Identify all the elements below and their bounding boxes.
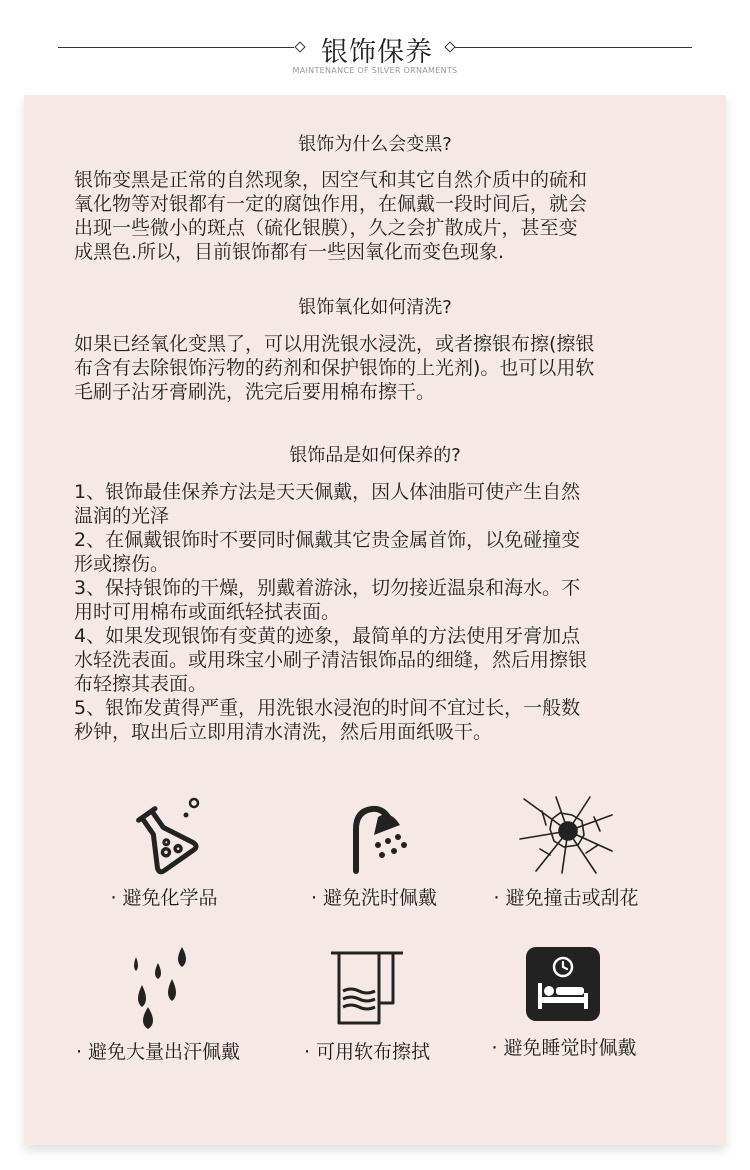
list-item: 秒钟，取出后立即用清水清洗，然后用面纸吸干。 bbox=[74, 721, 493, 743]
list-item: 4、如果发现银饰有变黄的迹象，最简单的方法使用牙膏加点 bbox=[74, 625, 581, 647]
header-divider-right bbox=[455, 47, 692, 48]
list-item: 布轻擦其表面。 bbox=[74, 673, 208, 695]
icon-item-shower bbox=[274, 795, 474, 910]
list-item: 温润的光泽 bbox=[74, 505, 170, 527]
text-line: 布含有去除银饰污物的药剂和保护银饰的上光剂)。也可以用软 bbox=[74, 357, 595, 379]
page-subtitle: MAINTENANCE OF SILVER ORNAMENTS bbox=[292, 66, 458, 75]
care-panel bbox=[24, 95, 726, 1145]
list-item: 1、银饰最佳保养方法是天天佩戴，因人体油脂可使产生自然 bbox=[74, 481, 581, 503]
icon-label: · 避免睡觉时佩戴 bbox=[491, 1037, 637, 1059]
list-item: 2、在佩戴银饰时不要同时佩戴其它贵金属首饰，以免碰撞变 bbox=[74, 529, 581, 551]
section-text-blackening bbox=[74, 168, 689, 264]
section-title-blackening: 银饰为什么会变黑? bbox=[298, 134, 452, 155]
icon-item-impact bbox=[466, 795, 666, 910]
text-line: 成黑色.所以，目前银饰都有一些因氧化而变色现象. bbox=[74, 241, 505, 263]
list-item: 用时可用棉布或面纸轻拭表面。 bbox=[74, 601, 341, 623]
icon-label: · 避免化学品 bbox=[110, 887, 218, 909]
section-title-maintenance: 银饰品是如何保养的? bbox=[289, 445, 461, 466]
diamond-ornament-icon bbox=[294, 41, 305, 52]
section-title-cleaning: 银饰氧化如何清洗? bbox=[298, 297, 452, 318]
text-line: 如果已经氧化变黑了，可以用洗银水浸洗，或者擦银布擦(擦银 bbox=[74, 333, 595, 355]
section-text-cleaning bbox=[74, 332, 689, 404]
sleep-bed-clock-icon bbox=[524, 945, 604, 1025]
list-item: 水轻洗表面。或用珠宝小刷子清洁银饰品的细缝，然后用擦银 bbox=[74, 649, 588, 671]
towel-icon bbox=[327, 943, 407, 1029]
sweat-drops-icon bbox=[118, 945, 198, 1029]
icon-label: · 避免撞击或刮花 bbox=[493, 887, 639, 909]
icon-item-sleep bbox=[464, 945, 664, 1060]
section-text-maintenance bbox=[74, 480, 689, 744]
chemical-flask-icon bbox=[124, 795, 204, 875]
list-item: 3、保持银饰的干燥，别戴着游泳，切勿接近温泉和海水。不 bbox=[74, 577, 581, 599]
shower-icon bbox=[334, 795, 414, 875]
care-icons-grid bbox=[24, 795, 726, 1095]
crack-impact-icon bbox=[516, 795, 616, 875]
icon-label: · 可用软布擦拭 bbox=[303, 1041, 431, 1063]
text-line: 银饰变黑是正常的自然现象，因空气和其它自然介质中的硫和 bbox=[74, 169, 588, 191]
icon-label: · 避免洗时佩戴 bbox=[310, 887, 438, 909]
header-divider-left bbox=[58, 47, 294, 48]
icon-item-sweat bbox=[58, 945, 258, 1064]
icon-item-towel bbox=[267, 943, 467, 1064]
icon-item-chemicals bbox=[64, 795, 264, 910]
text-line: 氧化物等对银都有一定的腐蚀作用，在佩戴一段时间后，就会 bbox=[74, 193, 588, 215]
list-item: 形或擦伤。 bbox=[74, 553, 170, 575]
page-title: 银饰保养 bbox=[321, 37, 433, 68]
text-line: 出现一些微小的斑点（硫化银膜），久之会扩散成片，甚至变 bbox=[74, 217, 578, 239]
header bbox=[0, 0, 750, 95]
diamond-ornament-icon bbox=[444, 41, 455, 52]
list-item: 5、银饰发黄得严重，用洗银水浸泡的时间不宜过长，一般数 bbox=[74, 697, 581, 719]
text-line: 毛刷子沾牙膏刷洗，洗完后要用棉布擦干。 bbox=[74, 381, 436, 403]
icon-label: · 避免大量出汗佩戴 bbox=[75, 1041, 241, 1063]
